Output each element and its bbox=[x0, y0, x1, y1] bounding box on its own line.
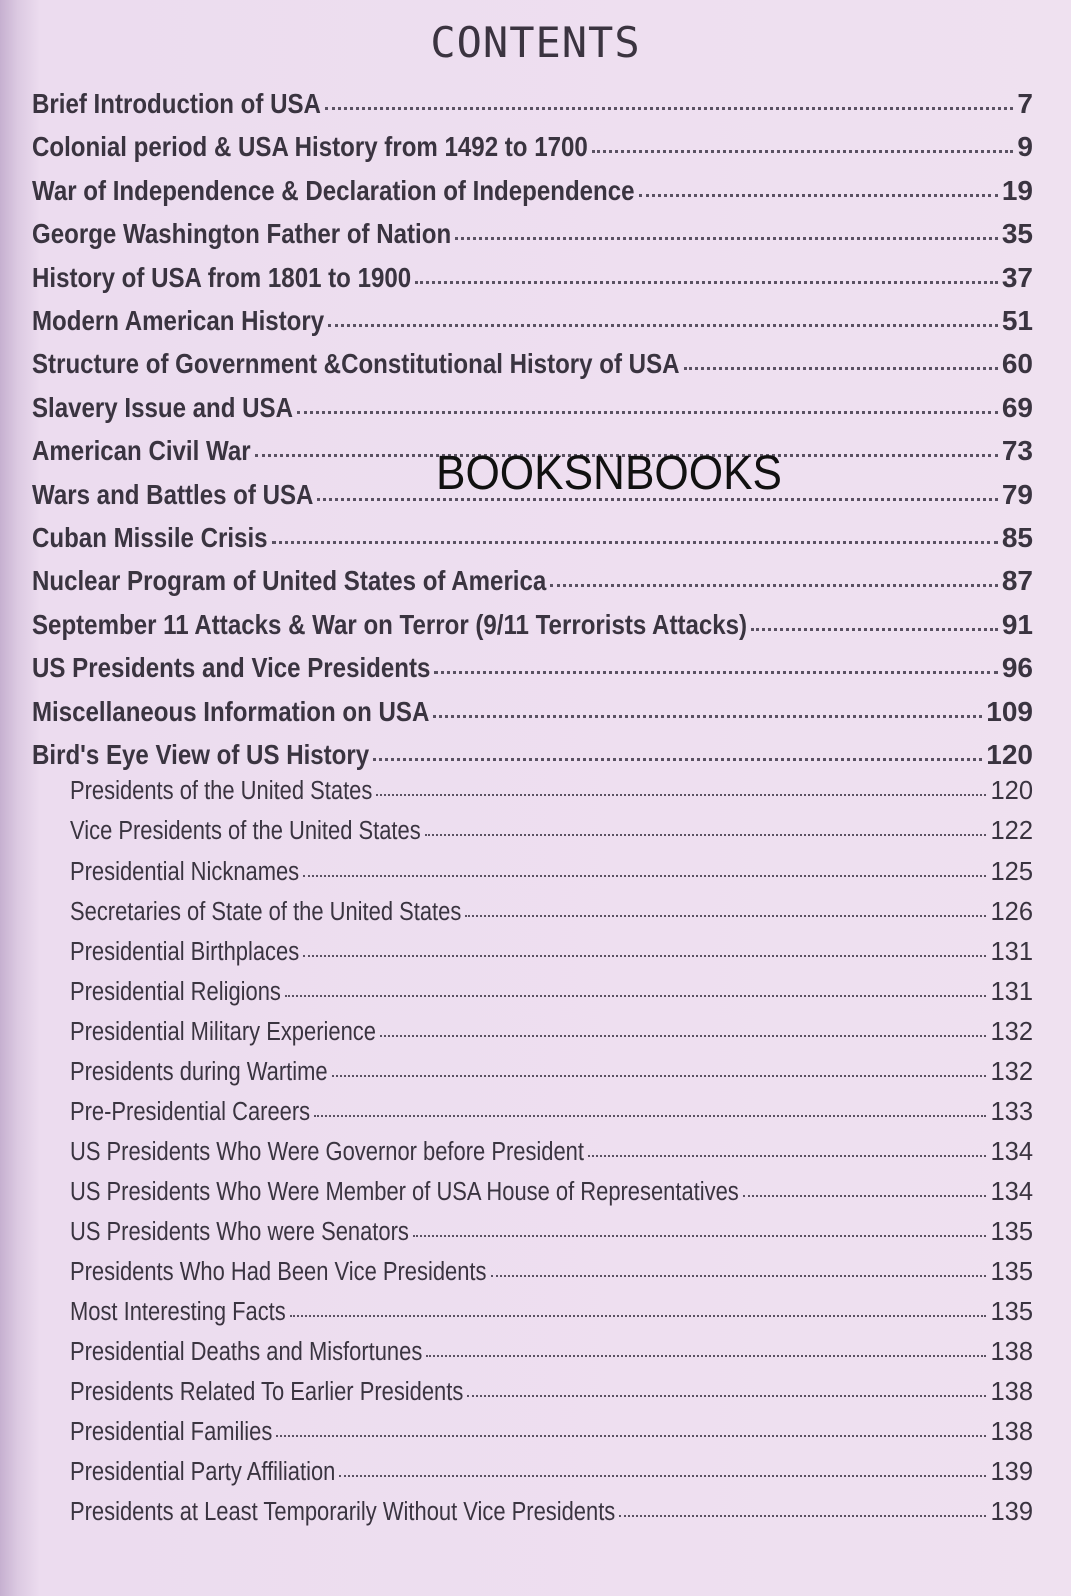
toc-entry bbox=[32, 739, 1033, 779]
dot-leader bbox=[413, 1235, 987, 1237]
toc-page-number: 85 bbox=[1001, 522, 1033, 553]
toc-entry-label: History of USA from 1801 to 1900 bbox=[32, 261, 412, 293]
toc-page-number: 139 bbox=[990, 1498, 1033, 1527]
toc-subentry bbox=[70, 1218, 1033, 1254]
toc-entry bbox=[32, 175, 1033, 215]
dot-leader bbox=[639, 194, 998, 197]
toc-entry-label: Bird's Eye View of US History bbox=[32, 739, 370, 770]
toc-page-number: 79 bbox=[1001, 478, 1033, 510]
toc-entry-label: War of Independence & Declaration of Independence bbox=[32, 174, 635, 206]
toc-entry-label: September 11 Attacks & War on Terror (9/11 Terrorists Attacks) bbox=[32, 608, 748, 640]
toc-page-number: 51 bbox=[1001, 305, 1033, 336]
toc-entry bbox=[32, 609, 1033, 649]
dot-leader bbox=[303, 955, 986, 957]
dot-leader bbox=[743, 1195, 987, 1197]
toc-entry bbox=[32, 305, 1033, 345]
toc-page-number: 37 bbox=[1001, 261, 1033, 293]
toc-entry-label: US Presidents and Vice Presidents bbox=[32, 652, 431, 684]
toc-entry bbox=[32, 696, 1033, 736]
toc-entry-label: US Presidents Who Were Governor before President bbox=[70, 1137, 584, 1166]
dot-leader bbox=[332, 1075, 987, 1077]
toc-page-number: 138 bbox=[990, 1338, 1033, 1367]
toc-entry bbox=[32, 522, 1033, 562]
dot-leader bbox=[276, 1435, 986, 1437]
toc-entry-label: Presidential Party Affiliation bbox=[70, 1458, 336, 1487]
toc-entry-label: American Civil War bbox=[32, 435, 251, 467]
toc-entry bbox=[32, 88, 1033, 128]
toc-subentry bbox=[70, 1338, 1033, 1374]
dot-leader bbox=[314, 1115, 986, 1117]
toc-entry-label: Structure of Government &Constitutional History of USA bbox=[32, 348, 680, 380]
toc-page-number: 87 bbox=[1001, 565, 1033, 597]
toc-page-number: 132 bbox=[990, 1057, 1033, 1086]
toc-page-number: 69 bbox=[1001, 391, 1033, 423]
toc-entry-label: Presidents Who Had Been Vice Presidents bbox=[70, 1258, 487, 1286]
dot-leader bbox=[455, 237, 998, 240]
dot-leader bbox=[290, 1315, 987, 1317]
toc-page-number: 133 bbox=[990, 1097, 1033, 1126]
dot-leader bbox=[433, 715, 982, 718]
toc-entry-label: US Presidents Who were Senators bbox=[70, 1217, 409, 1246]
toc-subentry bbox=[70, 1378, 1033, 1414]
toc-page-number: 135 bbox=[990, 1258, 1033, 1286]
toc-entry-label: Colonial period & USA History from 1492 to 1700 bbox=[32, 131, 588, 163]
toc-subentry bbox=[70, 777, 1033, 813]
toc-page-number: 131 bbox=[990, 977, 1033, 1006]
toc-page-number: 120 bbox=[986, 739, 1033, 770]
dot-leader bbox=[303, 875, 986, 877]
dot-leader bbox=[434, 671, 997, 674]
toc-entry-label: Modern American History bbox=[32, 305, 325, 336]
toc-entry-label: Nuclear Program of United States of America bbox=[32, 565, 547, 597]
toc-page-number: 109 bbox=[986, 695, 1033, 727]
toc-subentry bbox=[70, 1058, 1033, 1094]
page-title: CONTENTS bbox=[430, 18, 641, 67]
toc-entry-label: Presidents during Wartime bbox=[70, 1057, 328, 1086]
dot-leader bbox=[425, 834, 987, 836]
toc-subentry bbox=[70, 1458, 1033, 1494]
toc-entry-label: Presidential Military Experience bbox=[70, 1017, 376, 1046]
toc-page-number: 9 bbox=[1017, 131, 1033, 163]
toc-entry-label: George Washington Father of Nation bbox=[32, 218, 452, 250]
dot-leader bbox=[285, 995, 987, 997]
watermark-text: BOOKSNBOOKS bbox=[436, 447, 783, 500]
toc-entry bbox=[32, 131, 1033, 171]
toc-subentry bbox=[70, 858, 1033, 894]
dot-leader bbox=[272, 541, 998, 544]
toc-page-number: 60 bbox=[1001, 348, 1033, 380]
toc-page-number: 139 bbox=[990, 1458, 1033, 1487]
toc-entry-label: Presidents Related To Earlier Presidents bbox=[70, 1378, 464, 1407]
toc-entry-label: Cuban Missile Crisis bbox=[32, 522, 268, 553]
dot-leader bbox=[380, 1035, 987, 1037]
toc-page-number: 131 bbox=[990, 937, 1033, 966]
dot-leader bbox=[328, 324, 998, 327]
dot-leader bbox=[373, 758, 982, 761]
toc-subentry bbox=[70, 817, 1033, 853]
toc-subentry bbox=[70, 978, 1033, 1014]
toc-subentry bbox=[70, 898, 1033, 934]
toc-entry-label: Pre-Presidential Careers bbox=[70, 1097, 311, 1126]
toc-subentry bbox=[70, 1098, 1033, 1134]
toc-page-number: 126 bbox=[990, 897, 1033, 926]
dot-leader bbox=[465, 915, 986, 917]
toc-entry-label: Miscellaneous Information on USA bbox=[32, 695, 430, 727]
toc-entry bbox=[32, 652, 1033, 692]
toc-page-number: 135 bbox=[990, 1298, 1033, 1327]
toc-page-number: 135 bbox=[990, 1217, 1033, 1246]
toc-entry-label: US Presidents Who Were Member of USA House of Representatives bbox=[70, 1177, 739, 1206]
toc-page-number: 91 bbox=[1001, 608, 1033, 640]
toc-entry-label: Presidential Religions bbox=[70, 977, 281, 1006]
toc-entry-label: Slavery Issue and USA bbox=[32, 391, 293, 423]
toc-entry-label: Most Interesting Facts bbox=[70, 1298, 286, 1327]
dot-leader bbox=[415, 281, 998, 284]
toc-page-number: 7 bbox=[1017, 88, 1033, 119]
toc-entry-label: Presidential Families bbox=[70, 1418, 273, 1447]
toc-page-number: 120 bbox=[990, 777, 1033, 806]
toc-subentry bbox=[70, 1418, 1033, 1454]
dot-leader bbox=[491, 1275, 987, 1277]
toc-page-number: 134 bbox=[990, 1137, 1033, 1166]
toc-entry-label: Presidents at Least Temporarily Without Vice Presidents bbox=[70, 1498, 616, 1527]
toc-subentry bbox=[70, 938, 1033, 974]
toc-entry bbox=[32, 262, 1033, 302]
toc-page-number: 122 bbox=[990, 817, 1033, 846]
toc-subentry bbox=[70, 1138, 1033, 1174]
dot-leader bbox=[376, 794, 986, 796]
toc-page-number: 138 bbox=[990, 1418, 1033, 1447]
toc-entry-label: Brief Introduction of USA bbox=[32, 88, 321, 119]
toc-page-number: 96 bbox=[1001, 652, 1033, 684]
toc-entry bbox=[32, 218, 1033, 258]
toc-page-number: 138 bbox=[990, 1378, 1033, 1407]
toc-entry bbox=[32, 348, 1033, 388]
toc-entry-label: Wars and Battles of USA bbox=[32, 478, 314, 510]
toc-subentry bbox=[70, 1178, 1033, 1214]
toc-page-number: 19 bbox=[1001, 174, 1033, 206]
dot-leader bbox=[297, 411, 998, 414]
toc-page-number: 132 bbox=[990, 1017, 1033, 1046]
toc-page-number: 73 bbox=[1001, 435, 1033, 467]
toc-page-number: 125 bbox=[990, 857, 1033, 886]
toc-entry-label: Presidents of the United States bbox=[70, 777, 373, 806]
toc-entry-label: Vice Presidents of the United States bbox=[70, 817, 421, 846]
toc-page-number: 134 bbox=[990, 1177, 1033, 1206]
dot-leader bbox=[619, 1515, 986, 1517]
toc-subentry bbox=[70, 1018, 1033, 1054]
toc-subentry bbox=[70, 1258, 1033, 1294]
toc-entry-label: Presidential Nicknames bbox=[70, 857, 300, 886]
toc-subentry bbox=[70, 1298, 1033, 1334]
dot-leader bbox=[751, 628, 998, 631]
dot-leader bbox=[684, 367, 998, 370]
dot-leader bbox=[325, 107, 1013, 110]
toc-entry-label: Secretaries of State of the United States bbox=[70, 897, 462, 926]
toc-entry bbox=[32, 565, 1033, 605]
dot-leader bbox=[426, 1355, 986, 1357]
toc-entry bbox=[32, 392, 1033, 432]
toc-entry-label: Presidential Deaths and Misfortunes bbox=[70, 1338, 423, 1367]
dot-leader bbox=[467, 1395, 986, 1397]
dot-leader bbox=[550, 584, 998, 587]
toc-entry-label: Presidential Birthplaces bbox=[70, 937, 300, 966]
toc-page-number: 35 bbox=[1001, 218, 1033, 250]
dot-leader bbox=[592, 150, 1014, 153]
toc-subentry bbox=[70, 1498, 1033, 1534]
dot-leader bbox=[588, 1155, 987, 1157]
dot-leader bbox=[339, 1475, 986, 1477]
